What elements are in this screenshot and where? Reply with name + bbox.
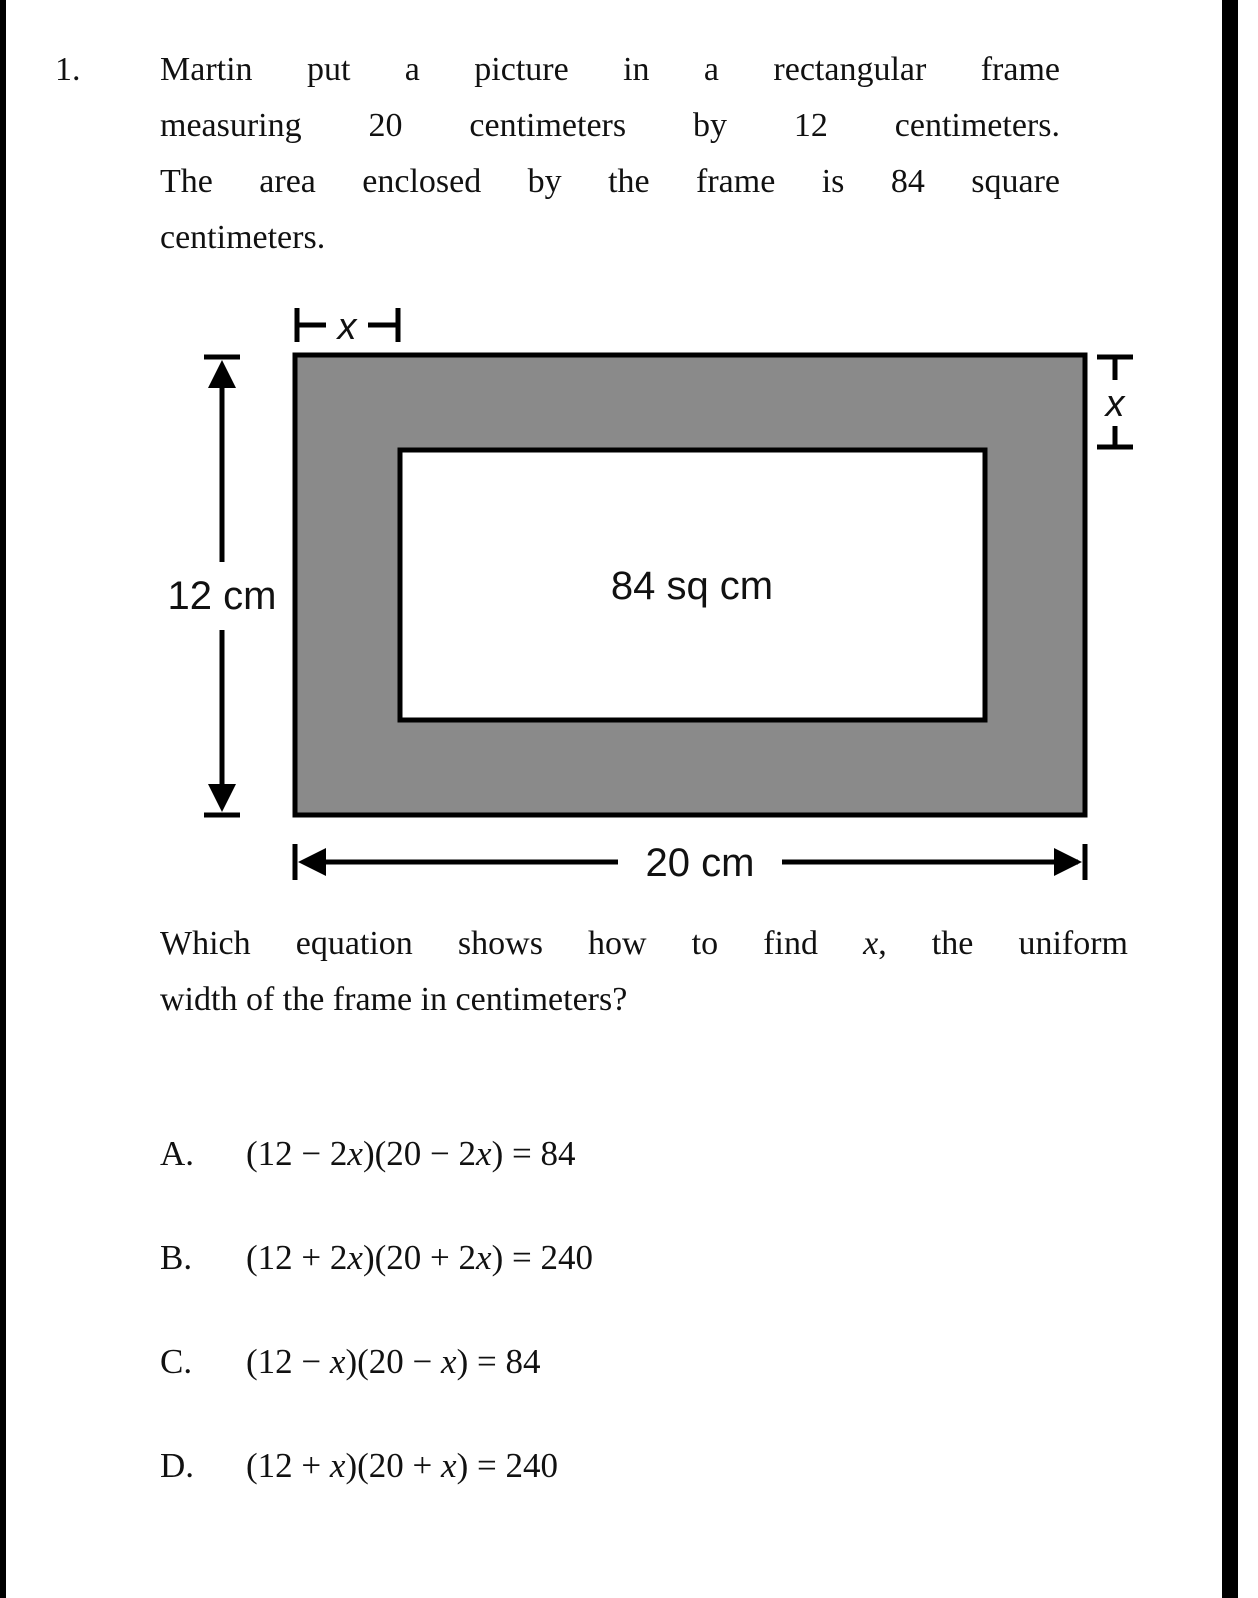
problem-text (160, 42, 1060, 266)
problem-line: The area enclosed by the frame is 84 square (160, 163, 1060, 200)
inner-area-label: 84 sq cm (610, 564, 774, 608)
up-arrowhead (208, 360, 236, 388)
answer-choice-d (160, 1442, 558, 1490)
choice-equation: (12 + 2x)(20 + 2x) = 240 (246, 1238, 593, 1277)
choice-letter: D. (160, 1446, 195, 1485)
height-dimension-label: 12 cm (167, 574, 277, 618)
problem-line: Martin put a picture in a rectangular frame (160, 51, 1060, 88)
frame-diagram (140, 300, 1160, 900)
problem-line: centimeters. (160, 219, 326, 256)
choice-letter: A. (160, 1134, 195, 1173)
page-right-border (1222, 0, 1238, 1598)
question-text (160, 916, 1128, 1028)
choice-letter: B. (160, 1238, 193, 1277)
question-line: width of the frame in centimeters? (160, 981, 628, 1018)
choice-equation: (12 − 2x)(20 − 2x) = 84 (246, 1134, 576, 1173)
problem-line: measuring 20 centimeters by 12 centimeters. (160, 107, 1060, 144)
question-number: 1. (55, 51, 81, 88)
choice-letter: C. (160, 1342, 193, 1381)
right-arrowhead (1054, 848, 1082, 876)
answer-choice-b (160, 1234, 593, 1282)
choice-equation: (12 − x)(20 − x) = 84 (246, 1342, 541, 1381)
page-left-border (0, 0, 6, 1598)
down-arrowhead (208, 784, 236, 812)
answer-choice-a (160, 1130, 575, 1178)
question-line: Which equation shows how to find x, the uniform (160, 925, 1128, 962)
right-frame-width-label: x (1105, 383, 1125, 425)
left-arrowhead (298, 848, 326, 876)
choice-equation: (12 + x)(20 + x) = 240 (246, 1446, 558, 1485)
top-frame-width-label: x (337, 306, 357, 348)
width-dimension-label: 20 cm (645, 841, 755, 885)
answer-choice-c (160, 1338, 540, 1386)
